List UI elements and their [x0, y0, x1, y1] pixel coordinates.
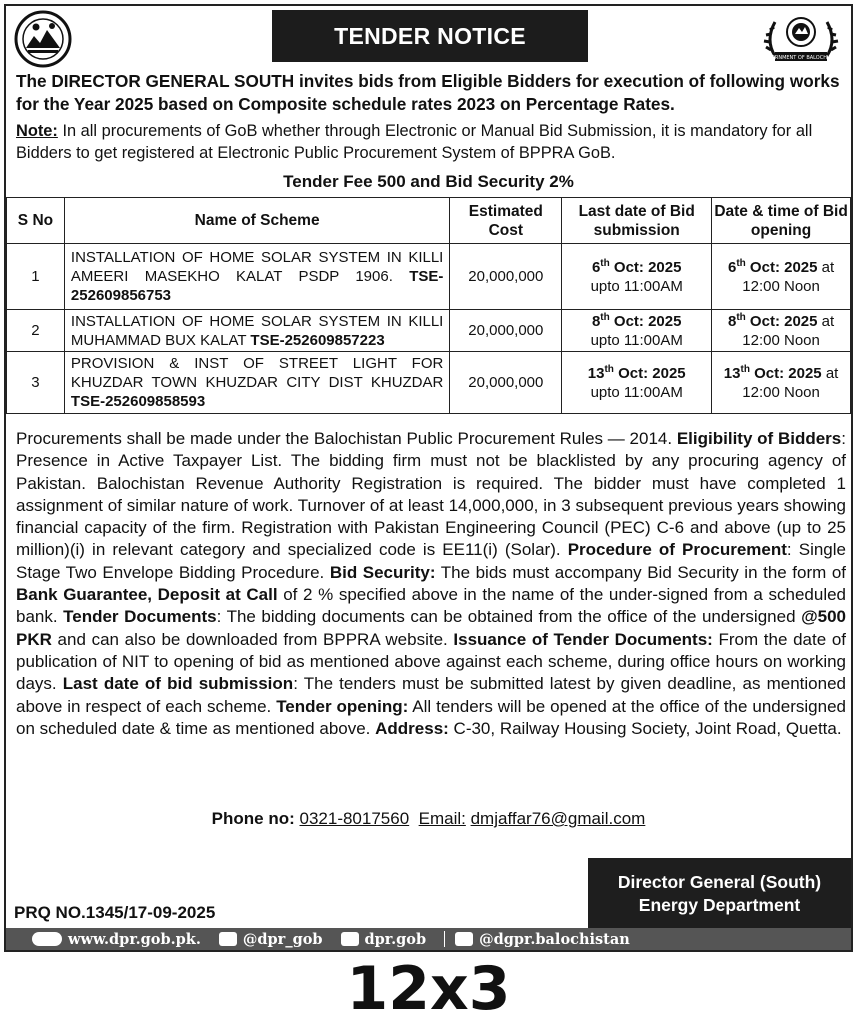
provincial-emblem-icon [14, 10, 72, 68]
row-sno: 1 [7, 244, 65, 310]
tender-fee-line: Tender Fee 500 and Bid Security 2% [283, 172, 574, 191]
terms-paragraph: Procurements shall be made under the Balochistan Public Procurement Rules — 2014. Eligibility of Bidders: Presence in Active Taxpayer List. The bidding firm must not be blacklisted by any procuring agency of Pakistan. Balochistan Revenue Authority Registration is required. The bidder must have completed 1 assignment of similar nature of work. Turnover of at least 14,000,000, in 3 subsequent previous years showing financial capacity of the firm. Registration with Pakistan Engineering Council (PEC) C-6 and above (up to 25 million)(i) in relevant category and specialized code is EE11(i) (Solar). Procedure of Procurement: Single Stage Two Envelope Bidding Procedure. Bid Security: The bids must accompany Bid Security in the form of Bank Guarantee, Deposit at Call of 2 % specified above in the name of the under-signed from a scheduled bank. Tender Documents: The bidding documents can be obtained from the office of the undersigned @500 PKR and can also be downloaded from BPPRA website. Issuance of Tender Documents: From the date of publication of NIT to opening of bid as mentioned above against each scheme, during office hours on working days. Last date of bid submission: The tenders must be submitted latest by given deadline, as mentioned above in respect of each scheme. Tender opening: All tenders will be opened at the office of the undersigned on scheduled date & time as mentioned above. Address: C-30, Railway Housing Society, Joint Road, Quetta. [16, 429, 847, 738]
signature-block [588, 858, 851, 930]
signatory-title: Director General (South) [617, 872, 822, 892]
signatory-department: Energy Department [638, 895, 801, 915]
heading-procedure: Procedure of Procurement [567, 540, 787, 560]
tender-notice [4, 4, 853, 952]
phone-link[interactable]: 0321-8017560 [299, 809, 410, 828]
row-last-date: 13th Oct: 2025 upto 11:00AM [562, 352, 712, 414]
twitter-icon [219, 932, 237, 946]
heading-eligibility: Eligibility of Bidders [676, 429, 842, 448]
facebook-icon [455, 932, 473, 946]
note-label: Note: [16, 122, 58, 140]
document-fee: @500 PKR [16, 607, 847, 649]
heading-address: Address: [375, 718, 449, 738]
intro-text: The DIRECTOR GENERAL SOUTH invites bids from Eligible Bidders for execution of following works for the Year 2025 based on Composite schedule rates 2023 on Percentage Rates. [16, 71, 840, 114]
table-header-row [7, 198, 851, 244]
email-link[interactable]: dmjaffar76@gmail.com [470, 809, 646, 828]
prq-number: PRQ NO.1345/17-09-2025 [14, 903, 216, 922]
col-opening: Date & time of Bid opening [712, 198, 851, 244]
schemes-table [6, 197, 851, 414]
row-last-date: 8th Oct: 2025 upto 11:00AM [562, 310, 712, 352]
row-opening: 6th Oct: 2025 at 12:00 Noon [712, 244, 851, 310]
footer-facebook[interactable]: @dgpr.balochistan [444, 931, 630, 948]
row-cost: 20,000,000 [450, 310, 562, 352]
row-cost: 20,000,000 [450, 244, 562, 310]
tse-id: TSE-252609858593 [70, 393, 206, 410]
footer-twitter[interactable]: @dpr_gob [219, 931, 323, 948]
notice-header [6, 6, 851, 70]
row-opening: 13th Oct: 2025 at 12:00 Noon [712, 352, 851, 414]
instagram-icon [341, 932, 359, 946]
heading-last-date: Last date of bid submission [62, 674, 294, 694]
note-text [16, 120, 846, 164]
row-scheme: PROVISION & INST OF STREET LIGHT FOR KHUZDAR TOWN KHUZDAR CITY DIST KHUZDAR TSE-252609858593 [64, 352, 449, 414]
contact-line [6, 809, 851, 829]
page-title: TENDER NOTICE [272, 10, 588, 62]
heading-issuance: Issuance of Tender Documents: [453, 629, 713, 649]
globe-icon [32, 932, 62, 946]
row-sno: 3 [7, 352, 65, 414]
bank-guarantee: Bank Guarantee, Deposit at Call [16, 585, 278, 605]
heading-tender-opening: Tender opening: [276, 696, 409, 716]
row-scheme: INSTALLATION OF HOME SOLAR SYSTEM IN KILLI AMEERI MASEKHO KALAT PSDP 1906. TSE-252609856753 [64, 244, 449, 310]
row-last-date: 6th Oct: 2025 upto 11:00AM [562, 244, 712, 310]
table-row [7, 244, 851, 310]
tse-id: TSE-252609856753 [70, 268, 444, 304]
crest-banner-text: GOVERNMENT OF BALOCHISTAN [761, 55, 841, 61]
footer-website[interactable]: www.dpr.gob.pk. [6, 931, 201, 948]
row-cost: 20,000,000 [450, 352, 562, 414]
footer-instagram[interactable]: dpr.gob [341, 931, 427, 948]
tse-id: TSE-252609857223 [250, 331, 385, 349]
col-last-date: Last date of Bid submission [562, 198, 712, 244]
phone-label: Phone no: [211, 809, 295, 828]
ad-size-label: 12x3 [346, 954, 511, 1024]
footer-bar [6, 928, 851, 950]
email-label: Email: [418, 809, 466, 828]
col-name: Name of Scheme [64, 198, 449, 244]
table-row [7, 310, 851, 352]
table-row [7, 352, 851, 414]
row-opening: 8th Oct: 2025 at 12:00 Noon [712, 310, 851, 352]
col-sno: S No [7, 198, 65, 244]
government-crest-icon [761, 10, 841, 68]
heading-bid-security: Bid Security: [329, 562, 436, 582]
col-cost: Estimated Cost [450, 198, 562, 244]
row-sno: 2 [7, 310, 65, 352]
heading-tender-documents: Tender Documents [63, 607, 217, 627]
note-body: In all procurements of GoB whether through Electronic or Manual Bid Submission, it is mandatory for all Bidders to get registered at Electronic Public Procurement System of BPPRA GoB. [16, 122, 813, 162]
row-scheme: INSTALLATION OF HOME SOLAR SYSTEM IN KILLI MUHAMMAD BUX KALAT TSE-252609857223 [64, 310, 449, 352]
